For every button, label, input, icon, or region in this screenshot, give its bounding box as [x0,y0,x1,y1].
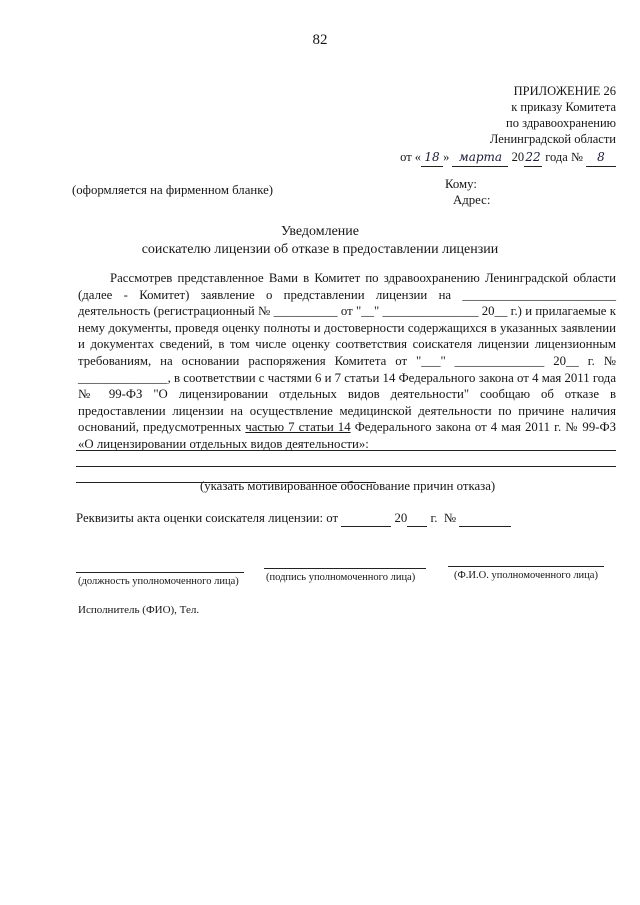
appendix-date-line [400,150,616,167]
date-prefix: от « [400,150,422,164]
position-caption: (должность уполномоченного лица) [78,576,239,587]
date-day: 18 [421,150,443,167]
reason-line-2 [76,466,616,467]
date-year: 22 [524,150,542,167]
act-label: Реквизиты акта оценки соискателя лицензии: от [76,511,339,525]
appendix-line-1: к приказу Комитета [511,100,616,114]
signature-caption: (подпись уполномоченного лица) [266,572,416,583]
date-mid: » [443,150,450,164]
appendix-line-3: Ленинградской области [489,132,616,146]
letterhead-note: (оформляется на фирменном бланке) [72,183,274,197]
date-year-prefix: 20 [511,150,525,164]
notice-subtitle: соискателю лицензии об отказе в предоставлении лицензии [141,242,499,257]
date-number: 8 [586,150,616,167]
body-text-2: Федерального закона от 4 мая 2011 г. № 99-ФЗ «О лицензировании отдельных видов деятельности»: [78,420,616,451]
notice-body [78,270,616,453]
name-caption: (Ф.И.О. уполномоченного лица) [454,570,598,581]
recipient-to-label: Кому: [445,177,477,191]
act-number-label: № [443,511,457,525]
act-requisites-line [76,510,511,527]
reason-line-1 [76,450,616,451]
reason-caption: (указать мотивированное обоснование причин отказа) [200,479,496,493]
appendix-title: ПРИЛОЖЕНИЕ 26 [513,84,616,98]
date-no-label: № [570,150,583,164]
recipient-address-label: Адрес: [453,193,491,207]
appendix-line-2: по здравоохранению [506,116,616,130]
page-number: 82 [312,32,328,48]
body-text-1: Рассмотрев представленное Вами в Комитет по здравоохранению Ленинградской области (далее - Комитет) заявление о представлении лицензии на ________________________ деятельность (регистрационный № __________ от "__" _______________ 20__ г.) и прилагаемые к нему документы, проведя оценку полноты и достоверности содержащихся в указанных заявлении и документах сведений, в том числе оценку соответствия соискателя лицензии лицензионным требованиям, на основании распоряжения Комитета от "___" ______________ 20__ г. № ______________, в соответствии с частями 6 и 7 статьи 14 Федерального закона от 4 мая 2011 года № 99-ФЗ "О лицензировании отдельных видов деятельности" сообщаю об отказе в предоставлении лицензии на осуществление медицинской деятельности по причине наличия оснований, предусмотренных [78,271,616,435]
act-year-prefix: 20 [394,511,408,525]
position-signature-line [76,572,244,573]
name-signature-line [448,566,604,567]
date-month: марта [452,150,508,167]
law-reference-link: частью 7 статьи 14 [245,420,351,435]
act-year-suffix: г. [430,511,438,525]
executor-line: Исполнитель (ФИО), Тел. [78,604,200,616]
signature-line [264,568,426,569]
date-year-word: года [545,150,568,164]
notice-title: Уведомление [280,224,359,239]
